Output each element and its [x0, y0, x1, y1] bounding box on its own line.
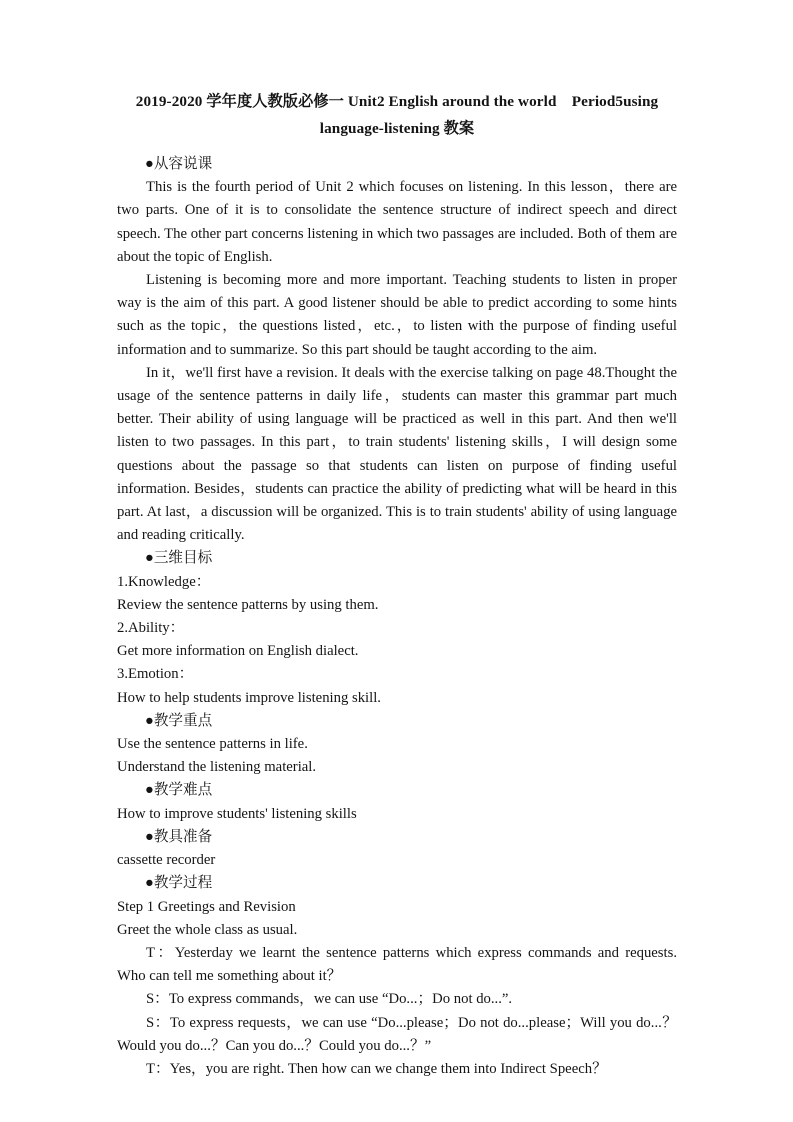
objective-1-label: 1.Knowledge： — [117, 573, 211, 590]
dialog-line-student-2: S：To express requests，we can use “Do...please；Do not do...please；Will you do...？Would you do...？Can you do...？Could you do...？” — [117, 1014, 677, 1054]
section-heading-objectives: ●三维目标 — [145, 550, 213, 567]
section-heading-overview: ●从容说课 — [145, 156, 213, 172]
procedure-step-1-title: Step 1 Greetings and Revision — [117, 898, 296, 915]
objective-2-text: Get more information on English dialect. — [117, 643, 359, 660]
section-heading-key-points: ●教学重点 — [145, 712, 213, 729]
procedure-line-greeting: Greet the whole class as usual. — [117, 921, 298, 938]
objective-3-text: How to help students improve listening skill. — [117, 689, 381, 706]
document-body — [117, 88, 677, 1081]
objective-1-text: Review the sentence patterns by using them. — [117, 596, 379, 613]
key-point-line-2: Understand the listening material. — [117, 759, 317, 776]
section-heading-teaching-aids: ●教具准备 — [145, 828, 213, 845]
dialog-line-teacher-2: T：Yes，you are right. Then how can we change them into Indirect Speech？ — [146, 1060, 607, 1077]
dialog-line-student-1: S：To express commands，we can use “Do...；Do not do...”. — [146, 991, 513, 1008]
overview-paragraph-3: In it，we'll first have a revision. It deals with the exercise talking on page 48.Thought the usage of the sentence patterns in daily life，students can master this grammar part much better. Their ability of using language will be practiced as well in this part. And then we'll listen to two passages. In this part，to train students' listening skills，I will design some questions about the passage so that students can listen on purpose of finding useful information. Besides，students can practice the ability of predicting what will be heard in this part. At last，a discussion will be organized. This is to train students' ability of using language and reading critically. — [117, 364, 677, 544]
dialog-line-teacher-1: T：Yesterday we learnt the sentence patterns which express commands and requests. Who can tell me something about it？ — [117, 944, 677, 985]
overview-paragraph-1: This is the fourth period of Unit 2 which focuses on listening. In this lesson，there are two parts. One of it is to consolidate the sentence structure of indirect speech and direct speech. The other part concerns listening in which two passages are included. Both of them are about the topic of English. — [117, 179, 677, 265]
section-heading-procedures: ●教学过程 — [145, 875, 213, 892]
objective-2-label: 2.Ability： — [117, 620, 185, 637]
overview-paragraph-2: Listening is becoming more and more important. Teaching students to listen in proper way is the aim of this part. A good listener should be able to predict according to some hints such as the topic，the questions listed，etc.，to listen with the purpose of finding useful information and to summarize. So this part should be taught according to the aim. — [117, 272, 677, 358]
difficult-point-line-1: How to improve students' listening skills — [117, 805, 357, 822]
page-title — [117, 88, 677, 142]
title-line-2: language-listening 教案 — [319, 120, 475, 137]
teaching-aids-line-1: cassette recorder — [117, 852, 216, 869]
objective-3-label: 3.Emotion： — [117, 666, 194, 683]
section-heading-difficult-points: ●教学难点 — [145, 782, 213, 799]
title-line-1: 2019-2020 学年度人教版必修一 Unit2 English around the world Period5using — [135, 93, 659, 110]
key-point-line-1: Use the sentence patterns in life. — [117, 736, 308, 753]
